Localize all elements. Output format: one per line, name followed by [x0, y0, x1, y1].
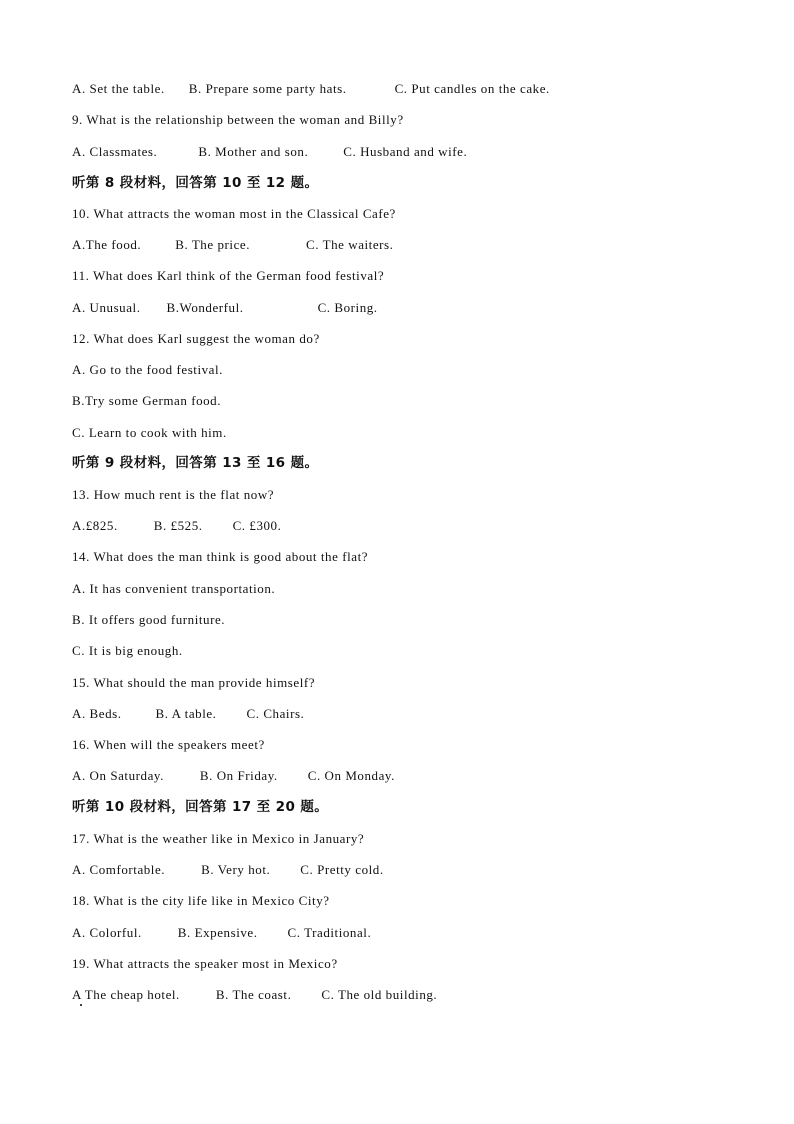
options-row-q11 [72, 300, 378, 316]
option-b: B. Mother and son. [198, 144, 309, 159]
section-heading-9: 听第 9 段材料，回答第 13 至 16 题。 [72, 455, 319, 471]
question-15: 15. What should the man provide himself? [72, 675, 316, 690]
option-a: A. Set the table. [72, 81, 165, 96]
option-b: B. The price. [175, 237, 251, 252]
option-c: C. Pretty cold. [300, 862, 384, 877]
option-a: A. Unusual. [72, 300, 141, 315]
question-19: 19. What attracts the speaker most in Mexico? [72, 956, 338, 971]
option-c: C. Put candles on the cake. [394, 81, 550, 96]
option-c: C. £300. [232, 518, 282, 533]
option-b: B. On Friday. [199, 768, 278, 783]
question-13: 13. How much rent is the flat now? [72, 487, 275, 502]
question-17: 17. What is the weather like in Mexico in January? [72, 831, 365, 846]
option-c: C. Learn to cook with him. [72, 425, 227, 440]
section-heading-8: 听第 8 段材料，回答第 10 至 12 题。 [72, 175, 319, 191]
question-10: 10. What attracts the woman most in the Classical Cafe? [72, 206, 396, 221]
option-a: A. Comfortable. [72, 862, 166, 877]
option-c: C. It is big enough. [72, 643, 183, 658]
question-9: 9. What is the relationship between the woman and Billy? [72, 112, 404, 127]
options-row-q9 [72, 144, 467, 160]
options-row-q13 [72, 518, 281, 534]
option-a: A. Go to the food festival. [72, 362, 223, 377]
question-12: 12. What does Karl suggest the woman do? [72, 331, 320, 346]
option-a: A.£825. [72, 518, 118, 533]
options-row-q8 [72, 81, 550, 97]
options-row-q10 [72, 237, 393, 253]
options-row-q16 [72, 768, 395, 784]
option-a: A The cheap hotel. [72, 987, 180, 1002]
option-b: B. £525. [153, 518, 203, 533]
option-a: A. Colorful. [72, 925, 142, 940]
option-b: B. The coast. [215, 987, 292, 1002]
option-c: C. The waiters. [306, 237, 394, 252]
option-a: A. On Saturday. [72, 768, 164, 783]
option-c: C. On Monday. [307, 768, 395, 783]
option-b: B.Try some German food. [72, 393, 222, 408]
options-row-q17 [72, 862, 384, 878]
options-row-q18 [72, 925, 371, 941]
option-a: A. It has convenient transportation. [72, 581, 276, 596]
option-b: B. It offers good furniture. [72, 612, 226, 627]
stray-dot [80, 1004, 82, 1006]
option-b: B. A table. [155, 706, 217, 721]
option-b: B.Wonderful. [166, 300, 244, 315]
options-row-q19 [72, 987, 437, 1003]
option-c: C. Husband and wife. [343, 144, 468, 159]
option-b: B. Very hot. [201, 862, 271, 877]
question-14: 14. What does the man think is good about the flat? [72, 549, 369, 564]
option-c: C. Chairs. [246, 706, 305, 721]
option-c: C. Boring. [317, 300, 378, 315]
option-b: B. Expensive. [177, 925, 258, 940]
option-b: B. Prepare some party hats. [188, 81, 347, 96]
question-18: 18. What is the city life like in Mexico City? [72, 893, 330, 908]
option-a: A. Classmates. [72, 144, 158, 159]
options-row-q15 [72, 706, 304, 722]
option-c: C. Traditional. [287, 925, 372, 940]
option-a: A.The food. [72, 237, 142, 252]
option-a: A. Beds. [72, 706, 122, 721]
question-11: 11. What does Karl think of the German food festival? [72, 268, 385, 283]
section-heading-10: 听第 10 段材料，回答第 17 至 20 题。 [72, 799, 329, 815]
question-16: 16. When will the speakers meet? [72, 737, 265, 752]
option-c: C. The old building. [321, 987, 438, 1002]
